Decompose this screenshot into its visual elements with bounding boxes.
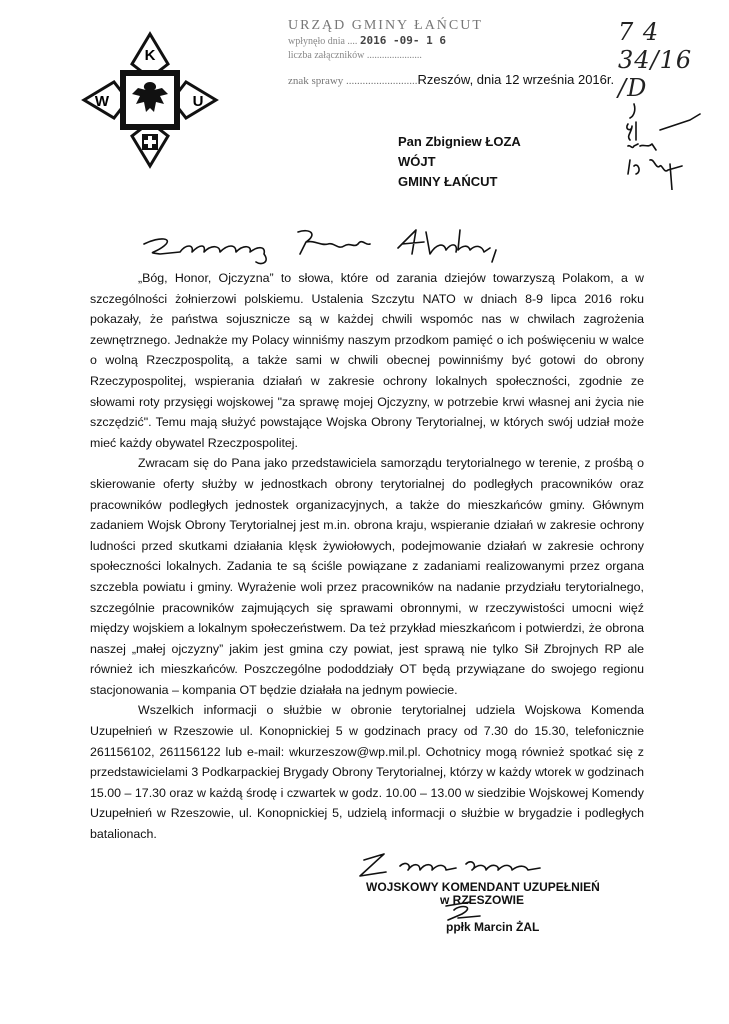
recipient-block xyxy=(398,132,521,192)
handwritten-greeting xyxy=(140,218,530,268)
stamp-attachments: liczba załączników ...................... xyxy=(288,50,422,61)
handwritten-reference: 7 4 34/16 /D xyxy=(618,18,693,102)
signature-name: ppłk Marcin ŻAL xyxy=(446,920,540,934)
stamp-received-date: 2016 -09- 1 6 xyxy=(359,34,447,47)
signature-city: w RZESZOWIE xyxy=(440,893,524,907)
recipient-office: GMINY ŁAŃCUT xyxy=(398,174,498,189)
case-sign-line xyxy=(288,72,614,87)
logo-letter-u: U xyxy=(192,93,204,110)
body-paragraph-2: Zwracam się do Pana jako przedstawiciela samorządu terytorialnego w terenie, z prośbą o skierowanie oferty służby w jednostkach obrony terytorialnej do podległych pracowników oraz pracowników podległych jednostek organizacyjnych, a także do mieszkańców gminy. Głównym zadaniem Wojsk Obrony Terytorialnej jest m.in. obrona kraju, wspieranie działań w zakresie ochrony ludności przed skutkami działania klęsk żywiołowych, podejmowanie działań w zakresie ochrony społeczności lokalnych. Zadania te są ściśle powiązane z zadaniami realizowanymi przez organa szczebla powiatu i gminy. Wyrażenie woli przez pracowników na nadanie przydziału terytorialnego, szczególnie pracowników zajmujących się sprawami obronnymi, w rzeczywistości umocni więź między wojskiem a lokalnym społeczeństwem. Da też przykład mieszkańcom i potwierdzi, że obrona naszej „małej ojczyzny” jakim jest gmina czy powiat, jest sprawą nie tylko Sił Zbrojnych RP ale również ich mieszkańców. Poszczególne pododdziały OT będą przywiązane do swojego regionu stacjonowania – kompania OT będzie działała na jednym powiecie. xyxy=(90,456,644,697)
logo-letter-w: W xyxy=(94,93,110,110)
handwritten-annotation xyxy=(620,100,710,190)
recipient-name: Pan Zbigniew ŁOZA xyxy=(398,134,521,149)
received-stamp xyxy=(288,18,488,63)
place-date: Rzeszów, dnia 12 września 2016r. xyxy=(417,72,615,87)
wku-logo xyxy=(80,30,220,170)
recipient-position: WÓJT xyxy=(398,154,436,169)
stamp-received-label: wpłynęło dnia .... xyxy=(288,36,358,47)
stamp-office: URZĄD GMINY ŁAŃCUT xyxy=(288,18,483,33)
signature-title: WOJSKOWY KOMENDANT UZUPEŁNIEŃ xyxy=(366,880,600,894)
logo-letter-k: K xyxy=(144,47,156,64)
body-paragraph-3: Wszelkich informacji o służbie w obronie terytorialnej udziela Wojskowa Komenda Uzupełnień w Rzeszowie ul. Konopnickiej 5 w godzinach pracy od 7.30 do 15.30, telefonicznie 261156102, 261156122 lub e-mail: wkurzeszow@wp.mil.pl. Ochotnicy mogą również spotkać się z przedstawicielami 3 Podkarpackiej Brygady Obrony Terytorialnej, którzy w każdy wtorek w godzinach 15.00 – 17.30 oraz w każdą środę i czwartek w godz. 10.00 – 13.00 w siedzibie Wojskowej Komendy Uzupełnień w Rzeszowie, ul. Konopnickiej 5, udzielą informacji o służbie w brygadzie i podległych batalionach. xyxy=(90,703,644,842)
case-sign-label: znak sprawy .......................... xyxy=(288,75,418,87)
body-paragraph-1: „Bóg, Honor, Ojczyzna” to słowa, które od zarania dziejów towarzyszą Polakom, a w szczególności żołnierzowi polskiemu. Ustalenia Szczytu NATO w dniach 8-9 lipca 2016 roku pokazały, że państwa sojusznicze są w każdej chwili wspomóc nas w chwilach zagrożenia zewnętrznego. Jednakże my Polacy winniśmy naszym przodkom pamięć o ich poświęceniu w walce o wolną Rzeczpospolitą, a także sami w chwili obecnej powinniśmy być gotowi do obrony Rzeczypospolitej, wspierania działań w zakresie ochrony lokalnych społeczności, zgodnie ze słowami roty przysięgi wojskowej "za sprawę mojej Ojczyzny, w potrzebie krwi własnej ani życia nie szczędzić". Temu mają służyć powstające Wojska Obrony Terytorialnej, w których swój udział może mieć każdy obywatel Rzeczpospolitej. xyxy=(90,271,644,450)
letter-body xyxy=(90,268,644,845)
